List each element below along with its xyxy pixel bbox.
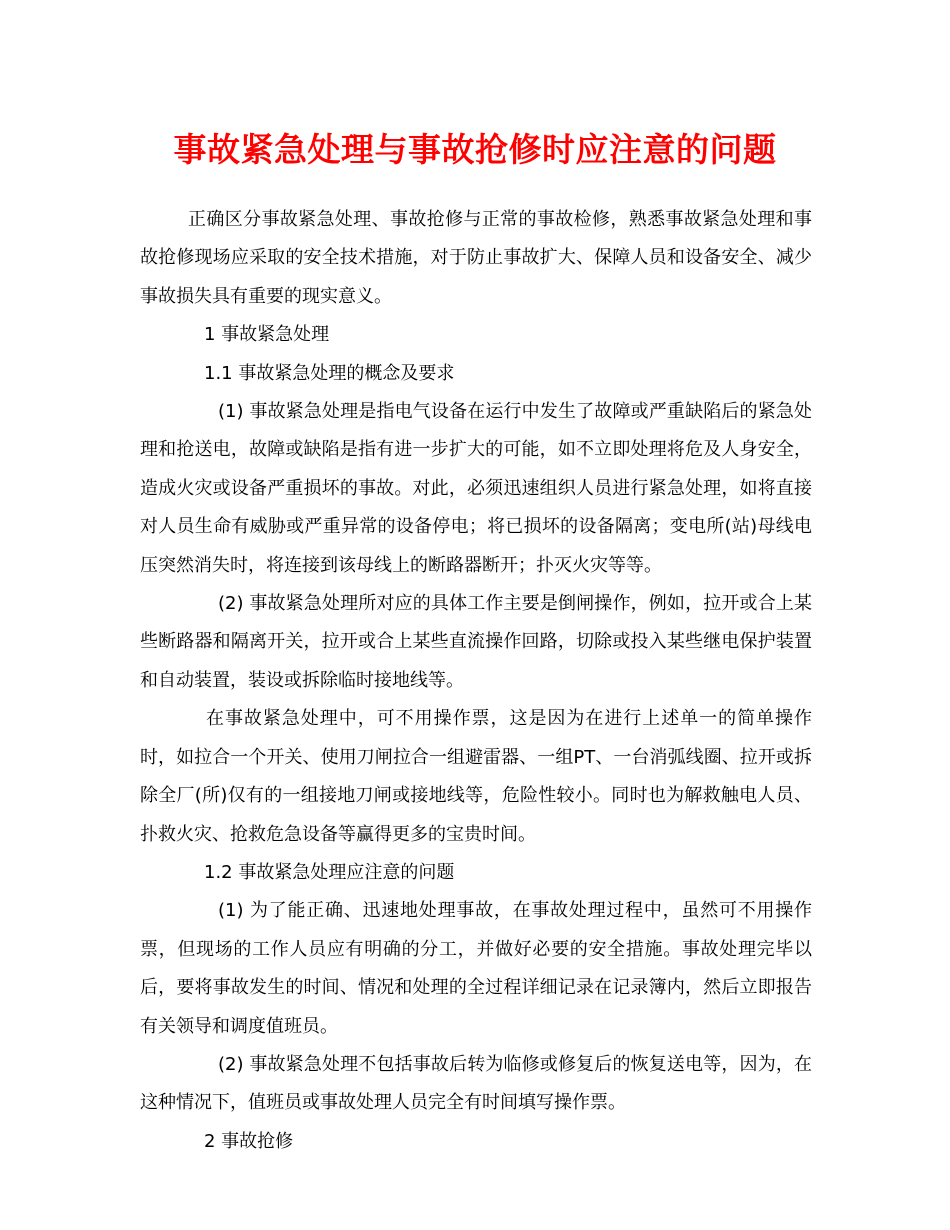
section-1-2-item-2: (2) 事故紧急处理不包括事故后转为临修或修复后的恢复送电等，因为，在这种情况下，值班员或事故处理人员完全有时间填写操作票。 bbox=[140, 1053, 812, 1114]
section-1-2-heading: 1.2 事故紧急处理应注意的问题 bbox=[204, 861, 455, 883]
section-2-heading: 2 事故抢修 bbox=[204, 1130, 294, 1152]
section-1-1-item-1: (1) 事故紧急处理是指电气设备在运行中发生了故障或严重缺陷后的紧急处理和抢送电，故障或缺陷是指有进一步扩大的可能，如不立即处理将危及人身安全，造成火灾或设备严重损坏的事故。对此，必须迅速组织人员进行紧急处理，如将直接对人员生命有威胁或严重异常的设备停电；将已损坏的设备隔离；变电所(站)母线电压突然消失时，将连接到该母线上的断路器断开；扑灭火灾等等。 bbox=[140, 401, 812, 576]
section-1-2-item-1: (1) 为了能正确、迅速地处理事故，在事故处理过程中，虽然可不用操作票，但现场的工作人员应有明确的分工，并做好必要的安全措施。事故处理完毕以后，要将事故发生的时间、情况和处理的全过程详细记录在记录簿内，然后立即报告有关领导和调度值班员。 bbox=[140, 900, 812, 1037]
section-1-heading: 1 事故紧急处理 bbox=[204, 324, 330, 346]
intro-paragraph: 正确区分事故紧急处理、事故抢修与正常的事故检修，熟悉事故紧急处理和事故抢修现场应采取的安全技术措施，对于防止事故扩大、保障人员和设备安全、减少事故损失具有重要的现实意义。 bbox=[140, 209, 812, 307]
section-1-1-heading: 1.1 事故紧急处理的概念及要求 bbox=[204, 362, 455, 384]
section-1-1-paragraph: 在事故紧急处理中，可不用操作票，这是因为在进行上述单一的简单操作时，如拉合一个开关、使用刀闸拉合一组避雷器、一组PT、一台消弧线圈、拉开或拆除全厂(所)仅有的一组接地刀闸或接地线等，危险性较小。同时也为解救触电人员、扑救火灾、抢救危急设备等赢得更多的宝贵时间。 bbox=[140, 708, 812, 845]
document-body bbox=[140, 201, 812, 1161]
section-1-1-item-2: (2) 事故紧急处理所对应的具体工作主要是倒闸操作，例如，拉开或合上某些断路器和隔离开关，拉开或合上某些直流操作回路，切除或投入某些继电保护装置和自动装置，装设或拆除临时接地线等。 bbox=[140, 593, 812, 691]
document-title: 事故紧急处理与事故抢修时应注意的问题 bbox=[173, 130, 777, 169]
